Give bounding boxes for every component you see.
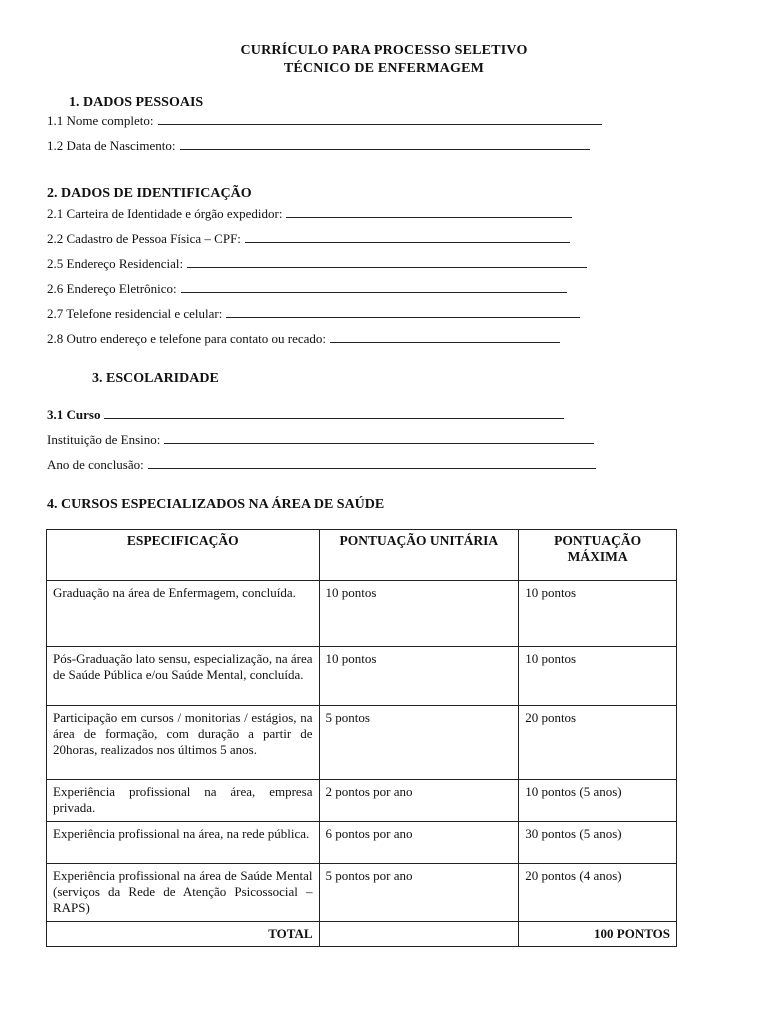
field-endereco-residencial[interactable] (47, 255, 587, 272)
field-blank[interactable] (226, 305, 580, 318)
field-blank[interactable] (187, 255, 587, 268)
field-label: 2.8 Outro endereço e telefone para contato ou recado: (47, 331, 327, 346)
field-blank[interactable] (148, 456, 596, 469)
section4-heading: 4. CURSOS ESPECIALIZADOS NA ÁREA DE SAÚDE (47, 497, 385, 512)
total-label: TOTAL (47, 922, 320, 947)
field-blank[interactable] (180, 137, 590, 150)
table-row (47, 647, 677, 706)
field-endereco-eletronico[interactable] (47, 280, 567, 297)
field-blank[interactable] (286, 205, 572, 218)
section3-heading: 3. ESCOLARIDADE (92, 371, 219, 386)
field-label: 3.1 Curso (47, 407, 101, 422)
cell-spec: Experiência profissional na área de Saúde Mental (serviços da Rede de Atenção Psicossocial – RAPS) (47, 864, 320, 922)
cell-max: 30 pontos (5 anos) (519, 822, 677, 864)
cell-max: 10 pontos (5 anos) (519, 780, 677, 822)
field-label: Instituição de Ensino: (47, 432, 161, 447)
cell-spec: Pós-Graduação lato sensu, especialização, na área de Saúde Pública e/ou Saúde Mental, concluída. (47, 647, 320, 706)
field-label: 2.7 Telefone residencial e celular: (47, 306, 223, 321)
field-label: 2.6 Endereço Eletrônico: (47, 281, 177, 296)
column-header-pontuacao-unitaria: PONTUAÇÃO UNITÁRIA (319, 530, 519, 581)
cell-unit: 10 pontos (319, 581, 519, 647)
field-blank[interactable] (158, 112, 602, 125)
field-blank[interactable] (330, 330, 560, 343)
field-blank[interactable] (164, 431, 594, 444)
field-label: 2.1 Carteira de Identidade e órgão expedidor: (47, 206, 283, 221)
field-carteira-identidade[interactable] (47, 205, 572, 222)
cell-spec: Experiência profissional na área, na rede pública. (47, 822, 320, 864)
cell-max: 20 pontos (4 anos) (519, 864, 677, 922)
cell-max: 20 pontos (519, 706, 677, 780)
column-header-especificacao: ESPECIFICAÇÃO (47, 530, 320, 581)
field-label: 2.5 Endereço Residencial: (47, 256, 184, 271)
cell-spec: Participação em cursos / monitorias / estágios, na área de formação, com duração a partir de 20horas, realizados nos últimos 5 anos. (47, 706, 320, 780)
table-row (47, 822, 677, 864)
cell-spec: Experiência profissional na área, empresa privada. (47, 780, 320, 822)
cell-unit: 10 pontos (319, 647, 519, 706)
total-empty-cell (319, 922, 519, 947)
scoring-table (46, 529, 677, 947)
section1-heading: 1. DADOS PESSOAIS (69, 95, 204, 110)
total-value: 100 PONTOS (519, 922, 677, 947)
field-cpf[interactable] (47, 230, 570, 247)
cell-unit: 5 pontos (319, 706, 519, 780)
table-row (47, 706, 677, 780)
field-telefone[interactable] (47, 305, 580, 322)
table-row (47, 581, 677, 647)
field-outro-endereco[interactable] (47, 330, 560, 347)
table-header-row (47, 530, 677, 581)
field-ano-conclusao[interactable] (47, 456, 596, 473)
field-label: 1.1 Nome completo: (47, 113, 154, 128)
table-total-row (47, 922, 677, 947)
table-row (47, 780, 677, 822)
field-nome-completo[interactable] (47, 112, 602, 129)
field-curso[interactable] (47, 406, 564, 423)
cell-max: 10 pontos (519, 647, 677, 706)
field-label: Ano de conclusão: (47, 457, 144, 472)
field-blank[interactable] (245, 230, 570, 243)
table-row (47, 864, 677, 922)
cell-unit: 6 pontos por ano (319, 822, 519, 864)
field-blank[interactable] (104, 406, 564, 419)
cell-unit: 2 pontos por ano (319, 780, 519, 822)
field-label: 1.2 Data de Nascimento: (47, 138, 176, 153)
form-title-line1: CURRÍCULO PARA PROCESSO SELETIVO (240, 43, 528, 58)
cell-spec: Graduação na área de Enfermagem, concluída. (47, 581, 320, 647)
form-title-line2: TÉCNICO DE ENFERMAGEM (283, 61, 485, 76)
column-header-pontuacao-maxima: PONTUAÇÃO MÁXIMA (519, 530, 677, 581)
field-blank[interactable] (181, 280, 567, 293)
field-label: 2.2 Cadastro de Pessoa Física – CPF: (47, 231, 241, 246)
cell-max: 10 pontos (519, 581, 677, 647)
field-data-nascimento[interactable] (47, 137, 590, 154)
section2-heading: 2. DADOS DE IDENTIFICAÇÃO (47, 186, 252, 201)
field-instituicao[interactable] (47, 431, 594, 448)
cell-unit: 5 pontos por ano (319, 864, 519, 922)
